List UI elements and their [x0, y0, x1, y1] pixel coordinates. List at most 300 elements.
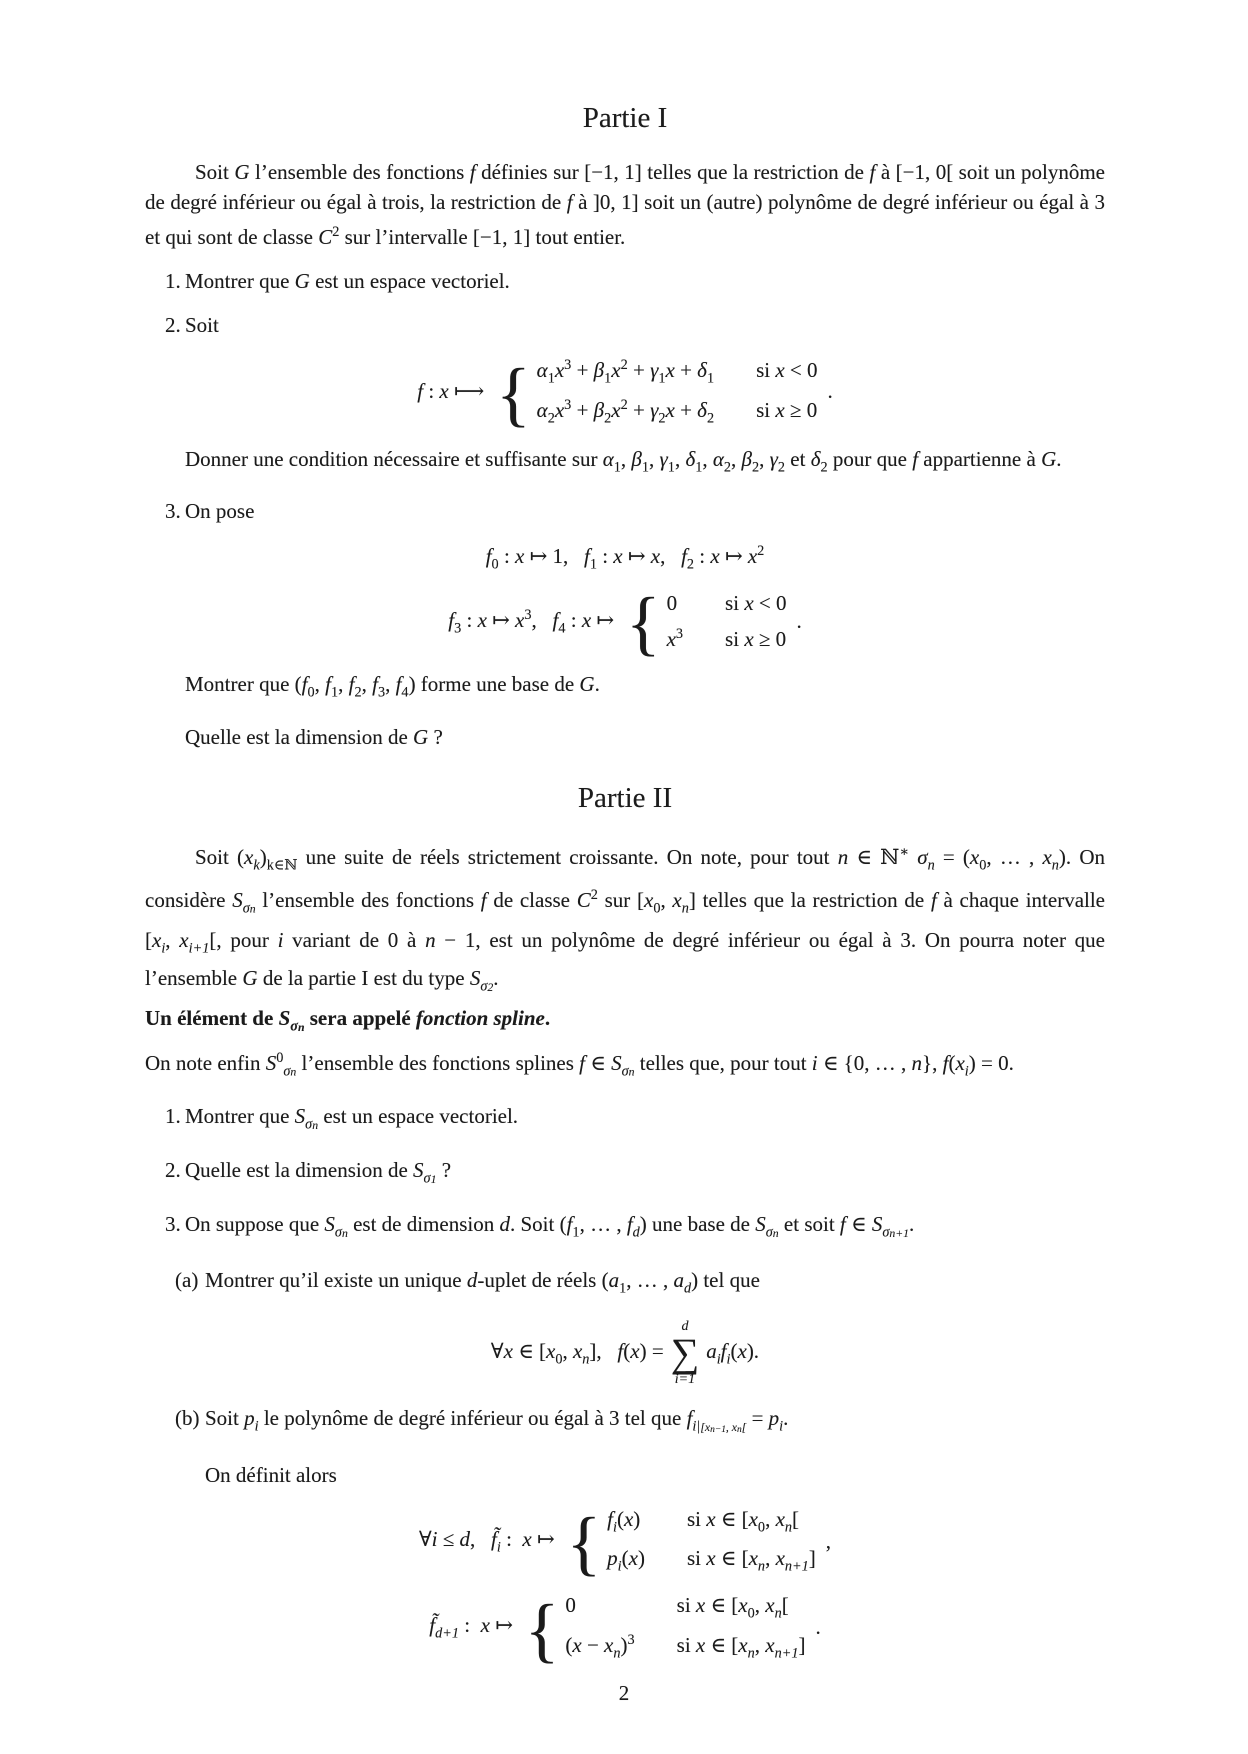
text-run: , — [660, 543, 682, 568]
item-number: 1. — [165, 1104, 181, 1129]
text-run: Soit — [195, 160, 235, 184]
text-run: . — [544, 1005, 551, 1030]
text-run: l’ensemble des fonctions — [255, 887, 481, 912]
text-run: , — [702, 446, 713, 471]
text-run: i — [613, 1519, 617, 1536]
text-run: S — [232, 887, 243, 912]
text-run: d — [466, 1268, 478, 1293]
text-run: 2 — [686, 556, 695, 573]
text-run: l’ensemble des fonctions splines — [296, 1050, 580, 1075]
text-run: si — [756, 357, 776, 382]
paragraph — [145, 157, 1105, 252]
text-run: si — [686, 1507, 707, 1532]
text-run: f — [348, 672, 355, 697]
text-run: 3 — [377, 684, 386, 701]
text-run: : — [500, 1526, 523, 1551]
text-run: , — [314, 672, 326, 697]
equation-tail: . — [827, 379, 833, 404]
text-run: 0 — [747, 1605, 755, 1622]
display-equation-sum — [145, 1320, 1105, 1387]
text-run: x — [969, 844, 980, 869]
text-run: ⟼ — [448, 379, 485, 404]
text-run: une suite de réels strictement croissante. On note, pour tout — [297, 844, 838, 869]
text-run: ∈ [ — [715, 1546, 749, 1571]
text-run: n — [757, 1558, 766, 1575]
text-run: n — [613, 1645, 621, 1662]
equation-tail: . — [815, 1615, 821, 1640]
text-run: 1 — [667, 458, 675, 475]
text-run: si — [756, 397, 776, 422]
case-expression — [607, 1545, 645, 1576]
text-run: f — [942, 1050, 949, 1075]
text-run: [x — [700, 1420, 711, 1434]
text-run: i — [811, 1050, 818, 1075]
text-run: x — [695, 1633, 706, 1658]
text-run: x — [503, 1338, 513, 1363]
text-run: f — [686, 1405, 693, 1430]
cases-rows — [537, 356, 818, 428]
equation-tail: , — [825, 1528, 832, 1553]
text-run: x — [604, 1633, 614, 1658]
text-run: i| — [692, 1417, 701, 1434]
text-run: Montrer que ( — [185, 672, 302, 697]
text-run: x — [611, 397, 621, 422]
text-run: x — [737, 1338, 747, 1363]
text-run: 1 — [706, 370, 715, 387]
text-run: f — [617, 1338, 624, 1363]
text-run: ) tel que — [691, 1268, 760, 1293]
text-run: n — [290, 1065, 297, 1079]
paragraph — [145, 837, 1105, 1003]
text-run: pour que — [827, 446, 913, 471]
text-run: α — [602, 446, 614, 471]
paragraph — [145, 1043, 1105, 1088]
item-text — [185, 499, 254, 523]
case-condition — [687, 1545, 816, 1576]
text-run: 4 — [558, 619, 566, 636]
text-run: sur [ — [597, 887, 644, 912]
item-text — [185, 1212, 915, 1241]
text-run: x — [765, 1593, 775, 1618]
cases-rows — [607, 1506, 816, 1576]
paragraph-continuation — [145, 722, 1105, 752]
text-run: x — [623, 1507, 634, 1532]
text-run: 1 — [572, 1224, 580, 1241]
text-run: , — [754, 1593, 766, 1618]
case-expression — [537, 396, 714, 428]
text-run: G — [413, 724, 429, 749]
text-run: σ — [283, 1063, 291, 1080]
case-condition — [756, 397, 817, 424]
item-text — [205, 1268, 760, 1297]
text-run: ) — [633, 1507, 641, 1532]
text-run: σ — [290, 1018, 298, 1035]
text-run: f — [485, 543, 492, 568]
text-run: ∈ [ — [715, 1507, 749, 1532]
text-run: C — [318, 224, 333, 249]
text-run: 2 — [706, 409, 715, 426]
text-run: σ — [334, 1224, 342, 1241]
text-run: 2 — [487, 980, 494, 994]
text-run: ≥ 0 — [753, 626, 787, 651]
text-run: x — [672, 887, 682, 912]
text-run: f — [869, 160, 876, 184]
text-run: x — [480, 1613, 490, 1638]
text-run: n — [774, 1605, 782, 1622]
case-condition — [687, 1506, 816, 1537]
text-run: : — [423, 379, 440, 404]
text-run: d+1 — [435, 1625, 460, 1642]
text-run: + — [627, 397, 651, 422]
case-condition — [677, 1632, 806, 1663]
text-run: n — [425, 927, 436, 952]
text-run: si — [676, 1593, 696, 1618]
display-equation — [145, 542, 1105, 574]
text-run: 3 — [675, 626, 684, 643]
text-run: x — [439, 379, 449, 404]
text-run: 0 — [565, 1593, 576, 1618]
section-heading: Partie II — [577, 781, 673, 814]
text-run: ] — [808, 1546, 816, 1571]
text-run: n — [297, 1020, 305, 1034]
text-run: + — [571, 397, 594, 422]
text-run: , — [765, 1507, 776, 1532]
text-run: γ — [650, 397, 659, 422]
text-run: x — [775, 357, 785, 382]
text-run: α — [536, 397, 548, 422]
text-run: Soit — [205, 1405, 245, 1430]
text-run: , — [338, 672, 349, 697]
text-run: f — [301, 672, 308, 697]
item-text — [185, 1158, 452, 1187]
text-run: 2 — [604, 409, 612, 426]
paragraph — [145, 1003, 1105, 1043]
text-run: l’ensemble des fonctions — [249, 160, 470, 184]
text-run: f — [480, 887, 487, 912]
text-run: sera appelé — [304, 1005, 416, 1030]
text-run: ? — [436, 1158, 452, 1183]
text-run: x — [775, 397, 785, 422]
text-run: 2 — [332, 224, 340, 240]
text-run: d — [499, 1212, 510, 1237]
sum-left — [491, 1338, 664, 1369]
sum-operator — [671, 1320, 700, 1387]
text-run: σ — [305, 1116, 313, 1133]
text-run: , — [620, 446, 632, 471]
text-run: S — [611, 1050, 622, 1075]
text-run: f — [930, 887, 937, 912]
text-run: x — [748, 1546, 758, 1571]
text-run: , — [562, 1338, 573, 1363]
text-run: x — [572, 1338, 583, 1363]
text-run: < 0 — [784, 357, 818, 382]
text-run: , — [674, 446, 686, 471]
text-run: , — [385, 672, 396, 697]
text-run: ( — [948, 1050, 956, 1075]
text-run: ) une base de — [639, 1212, 756, 1237]
text-run: x — [955, 1050, 965, 1075]
text-run: On pose — [185, 498, 255, 523]
text-run: i — [779, 1417, 784, 1434]
text-run: 0 — [307, 684, 315, 701]
text-run: σ — [423, 1170, 431, 1187]
text-run: x — [179, 927, 189, 952]
case-expression — [565, 1592, 634, 1619]
text-run: 0 — [555, 1350, 563, 1367]
case-condition — [725, 590, 786, 617]
text-run: , — [765, 1546, 776, 1571]
sum-upper-limit: d — [681, 1318, 689, 1334]
text-run: On note enfin — [145, 1050, 266, 1075]
text-run: x — [695, 1593, 706, 1618]
item-text — [185, 313, 219, 337]
text-run: ( — [565, 1633, 573, 1658]
paragraph-continuation — [145, 444, 1105, 482]
text-run: β — [593, 357, 605, 382]
text-run: ↦ — [591, 607, 615, 632]
text-run: n — [312, 1119, 319, 1133]
text-run: ∈ [ — [705, 1633, 739, 1658]
text-run: 2 — [547, 409, 555, 426]
text-run: : — [694, 543, 711, 568]
cases-lead — [419, 1526, 555, 1557]
case-condition — [725, 626, 786, 653]
text-run: est un espace vectoriel. — [309, 268, 510, 293]
text-run: x — [522, 1526, 532, 1551]
text-run: n — [737, 1424, 742, 1435]
text-run: G — [579, 672, 595, 697]
text-run: : — [459, 1613, 481, 1638]
text-run: , — [649, 446, 660, 471]
text-run: k∈ℕ — [266, 856, 298, 873]
text-run: . — [783, 1405, 789, 1430]
display-equation-cases: $f_3$ : x ↦ $x^3$, $f_4$ : x ↦ { 0 si x < 0 $x^3$ si x ≥ 0 . — [448, 583, 802, 664]
text-run: , — [165, 927, 180, 952]
text-run: n — [772, 1227, 779, 1241]
text-run: i — [726, 1350, 731, 1367]
text-run: i — [277, 927, 284, 952]
text-run: ) = 0. — [968, 1050, 1014, 1075]
text-run: à ]0, 1] soit un (autre) polynôme de degré inférieur ou égal à 3 et qui sont de classe — [145, 190, 1105, 249]
text-run: i+1 — [188, 940, 210, 957]
text-run: x — [572, 1633, 582, 1658]
text-run: x — [775, 1507, 785, 1532]
text-run: d — [683, 1280, 692, 1297]
text-run: x — [738, 1633, 748, 1658]
text-run: 3 — [627, 1632, 635, 1649]
case-expression — [565, 1631, 634, 1663]
text-run: i — [254, 1417, 259, 1434]
text-run: 3 — [454, 619, 462, 636]
text-run: i — [161, 940, 166, 957]
text-run: . Soit ( — [509, 1212, 567, 1237]
text-run: ) forme une base de — [408, 672, 580, 697]
text-run: x — [244, 844, 254, 869]
paragraph-continuation — [145, 669, 1105, 707]
item-text — [185, 1104, 519, 1133]
text-run: f — [566, 190, 573, 214]
text-run: est un espace vectoriel. — [318, 1104, 519, 1129]
text-run: 1 — [613, 458, 621, 475]
text-run: x — [152, 927, 162, 952]
text-run: σ — [765, 1224, 773, 1241]
text-run: 2 — [590, 886, 598, 903]
text-run: G — [234, 160, 250, 184]
text-run: + — [571, 357, 594, 382]
text-run: γ — [769, 446, 778, 471]
text-run: , … , — [579, 1212, 627, 1237]
text-run: x — [515, 607, 525, 632]
text-run: ). — [746, 1338, 760, 1363]
text-run: . — [594, 672, 600, 697]
text-run: n — [249, 902, 256, 916]
text-run: x — [650, 543, 661, 568]
text-run: ). On considère — [145, 844, 1106, 912]
text-run: 1 — [604, 370, 612, 387]
text-run: β — [631, 446, 642, 471]
item-text — [205, 1405, 789, 1435]
case-condition — [677, 1592, 806, 1623]
equation-body — [486, 542, 765, 574]
text-run: x — [666, 626, 676, 651]
text-run: d — [632, 1224, 640, 1241]
text-run: Un élément de — [145, 1005, 279, 1030]
text-run: : — [498, 543, 516, 568]
list-item — [145, 1403, 1105, 1445]
text-run: Montrer qu’il existe un unique — [205, 1268, 467, 1293]
text-run: -uplet de réels ( — [477, 1268, 609, 1293]
text-run: β — [593, 397, 605, 422]
text-run: , — [531, 607, 553, 632]
text-run: S — [294, 1104, 306, 1129]
text-run: i — [964, 1063, 969, 1080]
text-run: ] — [798, 1633, 806, 1658]
text-run: 0 — [757, 1519, 766, 1536]
text-run: f — [579, 1050, 586, 1075]
text-run: ( — [616, 1507, 624, 1532]
text-run: , x — [725, 1420, 738, 1434]
case-expression — [537, 356, 714, 388]
text-run: : — [461, 607, 478, 632]
text-run: f — [448, 607, 455, 632]
text-run: et — [785, 446, 811, 471]
text-run: 2 — [354, 684, 362, 701]
text-run: 2 — [751, 458, 760, 475]
text-run: S — [324, 1212, 335, 1237]
text-run: x — [515, 543, 525, 568]
text-run: variant de 0 à — [283, 927, 426, 952]
text-run: x — [775, 1546, 785, 1571]
text-run: d — [459, 1526, 470, 1551]
text-run: f — [626, 1212, 633, 1237]
text-run: 3 — [524, 606, 532, 623]
text-run: σ — [480, 978, 488, 995]
text-run: [ — [781, 1593, 789, 1618]
text-run: Donner une condition nécessaire et suffisante sur — [185, 446, 603, 471]
text-run: G — [242, 966, 258, 991]
item-number: 3. — [165, 498, 181, 523]
text-run: γ — [650, 357, 659, 382]
text-run: si — [686, 1546, 707, 1571]
text-run: , — [660, 887, 673, 912]
text-run: i — [617, 1558, 622, 1575]
text-run: x — [738, 1593, 748, 1618]
text-run: = ( — [934, 844, 970, 869]
text-run: n+1 — [889, 1227, 910, 1241]
text-run: ↦ — [486, 607, 516, 632]
text-run: x — [477, 607, 487, 632]
text-run: et soit — [778, 1212, 840, 1237]
text-run: si — [725, 626, 745, 651]
text-run: x — [706, 1507, 716, 1532]
text-run: x — [665, 357, 675, 382]
equation-tail: . — [796, 608, 802, 633]
text-run: ) — [620, 1633, 628, 1658]
text-run: ∈ ℕ — [848, 844, 900, 869]
text-run: σ — [621, 1063, 629, 1080]
sum-lower-limit: i=1 — [674, 1371, 696, 1387]
text-run: n+1 — [774, 1645, 799, 1662]
text-run: 1 — [658, 370, 666, 387]
text-run: : — [596, 543, 614, 568]
text-run: [ — [792, 1507, 800, 1532]
text-run: si — [725, 590, 745, 615]
text-run: 3 — [564, 396, 572, 413]
text-run: n — [582, 1350, 590, 1367]
text-run: 1 — [695, 458, 703, 475]
text-run: 2 — [757, 542, 765, 559]
text-run: n — [784, 1519, 793, 1536]
text-run: 2 — [723, 458, 732, 475]
list-item — [145, 1101, 1105, 1141]
text-run: , — [361, 672, 373, 697]
text-run: = — [746, 1405, 769, 1430]
text-run: x — [554, 357, 565, 382]
list-item — [145, 266, 1105, 296]
text-run: , — [754, 1633, 766, 1658]
text-run: x — [665, 397, 675, 422]
text-run: ] telles que la restriction de — [688, 887, 931, 912]
text-run: ], — [589, 1338, 618, 1363]
sum-right — [706, 1338, 759, 1369]
text-run: σ — [242, 900, 250, 917]
list-item — [145, 310, 1105, 340]
text-run: k — [253, 856, 260, 873]
text-run: S — [469, 966, 481, 991]
cases-lead — [448, 606, 614, 638]
text-run: n+1 — [784, 1558, 809, 1575]
item-number: (b) — [175, 1405, 200, 1430]
list-item — [145, 1209, 1105, 1249]
text-run: 0 — [653, 900, 661, 917]
text-run: δ — [685, 446, 696, 471]
text-run: p — [607, 1546, 618, 1571]
page-number: 2 — [618, 1681, 630, 1705]
display-equation-cases: ∀i ≤ d, $f̃_i$ : x ↦ { $f_i(x)$ si x ∈ [$x_0$, $x_n$[ $p_i(x)$ si x ∈ [$x_n$, $x_{n+1}$] , — [418, 1503, 832, 1584]
text-run: . — [493, 966, 499, 991]
text-run: ( — [621, 1546, 629, 1571]
paragraph-continuation — [145, 1460, 1105, 1490]
text-run: n — [837, 844, 849, 869]
text-run: à chaque intervalle [ — [145, 887, 1106, 952]
text-run: x — [611, 357, 621, 382]
text-run: ∈ — [845, 1212, 872, 1237]
text-run: a — [608, 1268, 620, 1293]
text-run: 2 — [620, 356, 628, 373]
text-run: f̃ — [429, 1613, 436, 1638]
text-run: < 0 — [753, 590, 787, 615]
text-run: f — [912, 446, 919, 471]
